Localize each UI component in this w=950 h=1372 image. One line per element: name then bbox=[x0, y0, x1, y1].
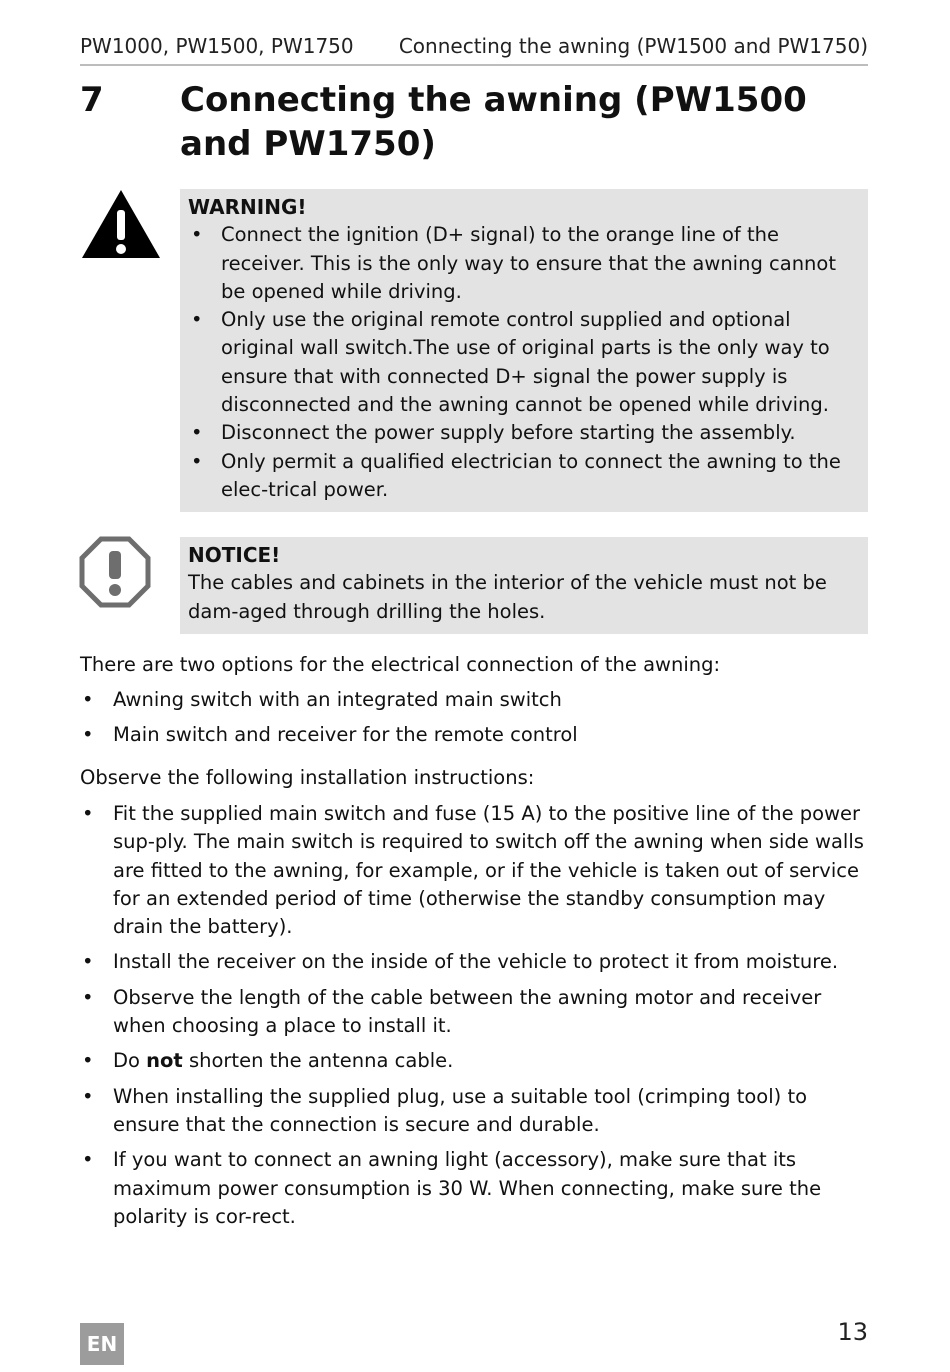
notice-octagon-icon bbox=[79, 536, 151, 608]
chapter-heading bbox=[80, 78, 868, 166]
list-item: • Observe the length of the cable between the awning motor and receiver when choosing a place to install it. bbox=[80, 984, 868, 1041]
header-product-models: PW1000, PW1500, PW1750 bbox=[80, 34, 354, 58]
warning-triangle-icon bbox=[80, 188, 162, 260]
emphasis-not: not bbox=[146, 1049, 183, 1073]
instructions-list bbox=[80, 800, 868, 1238]
list-item: • Main switch and receiver for the remote control bbox=[80, 721, 868, 749]
language-badge: EN bbox=[80, 1323, 124, 1365]
warning-item: • Only permit a qualified electrician to connect the awning to the elec-trical power. bbox=[188, 448, 860, 505]
list-item: • When installing the supplied plug, use a suitable tool (crimping tool) to ensure that the connection is secure and durable. bbox=[80, 1083, 868, 1140]
notice-box bbox=[180, 537, 868, 634]
header-section-title: Connecting the awning (PW1500 and PW1750) bbox=[398, 34, 868, 58]
list-item bbox=[80, 1047, 868, 1075]
list-item: • Fit the supplied main switch and fuse (15 A) to the positive line of the power sup-ply. The main switch is required to switch off the awning when side walls are fitted to the awning, for example, or if the vehicle is taken out of service for an extended period of time (otherwise the standby consumption may drain the battery). bbox=[80, 800, 868, 941]
warning-box bbox=[180, 189, 868, 512]
list-item: • Install the receiver on the inside of the vehicle to protect it from moisture. bbox=[80, 948, 868, 976]
warning-item: • Connect the ignition (D+ signal) to the orange line of the receiver. This is the only way to ensure that the awning cannot be opened while driving. bbox=[188, 221, 860, 306]
warning-list bbox=[188, 221, 860, 504]
instruction-text: shorten the antenna cable. bbox=[182, 1049, 454, 1073]
list-item: • Awning switch with an integrated main switch bbox=[80, 686, 868, 714]
options-list bbox=[80, 686, 868, 757]
warning-item: • Disconnect the power supply before starting the assembly. bbox=[188, 419, 860, 447]
page-number: 13 bbox=[837, 1318, 868, 1346]
notice-heading: NOTICE! bbox=[188, 543, 281, 567]
instruction-text: Do bbox=[113, 1049, 147, 1073]
notice-text: The cables and cabinets in the interior of the vehicle must not be dam-aged through drilling the holes. bbox=[188, 571, 827, 623]
instructions-intro: Observe the following installation instructions: bbox=[80, 766, 535, 789]
warning-item: • Only use the original remote control supplied and optional original wall switch.The use of original parts is the only way to ensure that with connected D+ signal the power supply is disconnected and the awning cannot be opened while driving. bbox=[188, 306, 860, 419]
running-header bbox=[80, 32, 868, 66]
warning-heading: WARNING! bbox=[188, 195, 307, 219]
chapter-number: 7 bbox=[80, 80, 104, 120]
options-intro: There are two options for the electrical connection of the awning: bbox=[80, 653, 721, 676]
chapter-title: Connecting the awning (PW1500 and PW1750) bbox=[180, 80, 807, 164]
list-item: • If you want to connect an awning light (accessory), make sure that its maximum power consumption is 30 W. When connecting, make sure the polarity is cor-rect. bbox=[80, 1146, 868, 1231]
